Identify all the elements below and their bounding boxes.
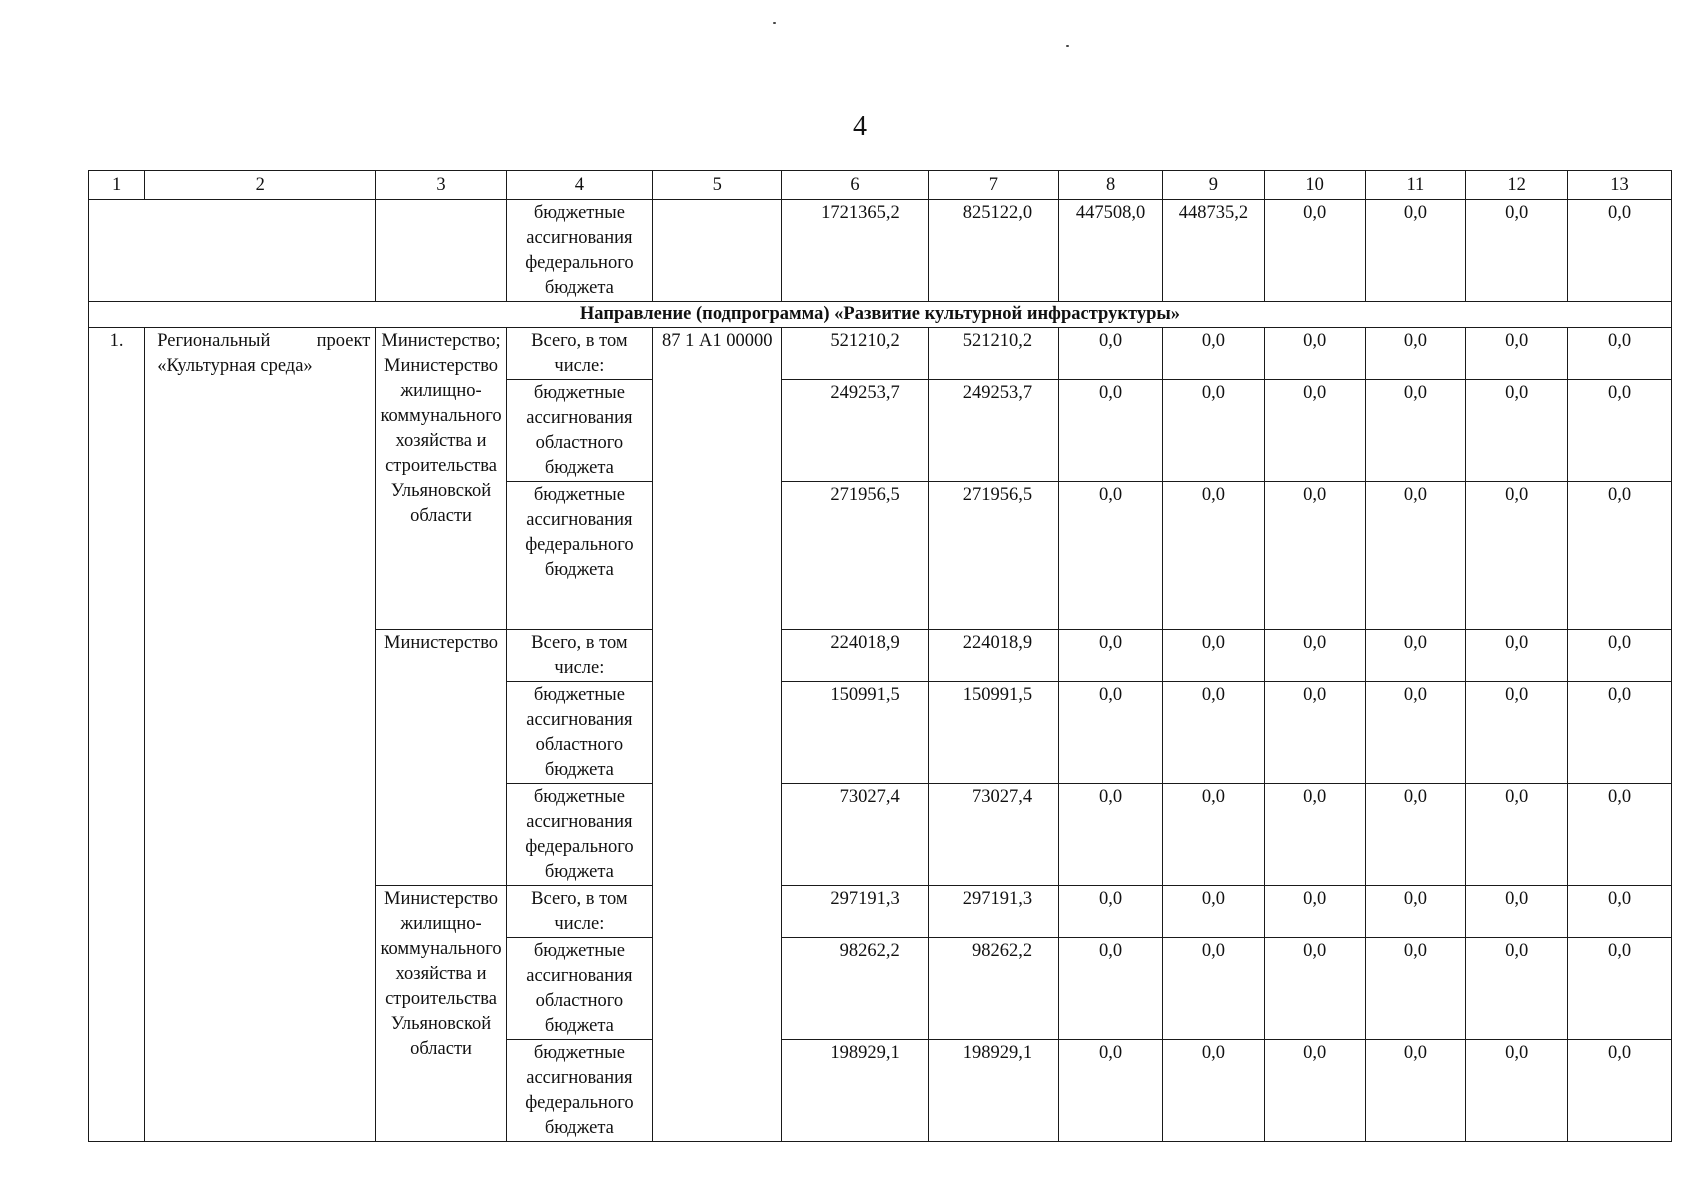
value-cell: 0,0 — [1163, 784, 1265, 886]
value-cell: 0,0 — [1466, 938, 1568, 1040]
value-cell: 0,0 — [1568, 886, 1672, 938]
value-cell: 0,0 — [1264, 938, 1365, 1040]
column-number: 8 — [1059, 171, 1163, 200]
value-cell: 0,0 — [1466, 1040, 1568, 1142]
value-cell: 249253,7 — [928, 380, 1058, 482]
value-cell: 0,0 — [1163, 886, 1265, 938]
funding-source: бюджетные ассигнования областного бюджета — [506, 380, 652, 482]
value-cell: 0,0 — [1264, 682, 1365, 784]
value-cell: 0,0 — [1568, 482, 1672, 630]
executor-cell: Министерство; Министерство жилищно-коммунального хозяйства и строительства Ульяновской области — [376, 328, 506, 630]
value-cell: 0,0 — [1059, 682, 1163, 784]
value-cell: 297191,3 — [782, 886, 928, 938]
row-index: 1. — [89, 328, 145, 1142]
empty-cell — [653, 200, 782, 302]
value-cell: 0,0 — [1466, 200, 1568, 302]
column-number: 13 — [1568, 171, 1672, 200]
value-cell: 0,0 — [1163, 938, 1265, 1040]
section-title: Направление (подпрограмма) «Развитие культурной инфраструктуры» — [89, 302, 1672, 328]
value-cell: 0,0 — [1568, 200, 1672, 302]
section-row — [89, 302, 1672, 328]
budget-table — [88, 170, 1672, 1142]
value-cell: 0,0 — [1365, 200, 1466, 302]
value-cell: 0,0 — [1264, 784, 1365, 886]
executor-cell: Министерство жилищно-коммунального хозяйства и строительства Ульяновской области — [376, 886, 506, 1142]
value-cell: 0,0 — [1466, 682, 1568, 784]
scan-speck — [1066, 45, 1069, 47]
funding-source: бюджетные ассигнования областного бюджета — [506, 938, 652, 1040]
value-cell: 0,0 — [1466, 630, 1568, 682]
value-cell: 0,0 — [1059, 784, 1163, 886]
empty-cell — [376, 200, 506, 302]
value-cell: 198929,1 — [928, 1040, 1058, 1142]
value-cell: 0,0 — [1264, 1040, 1365, 1142]
funding-source: бюджетные ассигнования федерального бюджета — [506, 482, 652, 630]
column-number: 11 — [1365, 171, 1466, 200]
value-cell: 0,0 — [1568, 938, 1672, 1040]
table-row — [89, 328, 1672, 380]
project-name: Региональный проект «Культурная среда» — [145, 328, 376, 1142]
value-cell: 0,0 — [1163, 1040, 1265, 1142]
executor-cell: Министерство — [376, 630, 506, 886]
value-cell: 271956,5 — [928, 482, 1058, 630]
value-cell: 0,0 — [1264, 482, 1365, 630]
value-cell: 0,0 — [1466, 482, 1568, 630]
value-cell: 224018,9 — [928, 630, 1058, 682]
value-cell: 98262,2 — [928, 938, 1058, 1040]
value-cell: 198929,1 — [782, 1040, 928, 1142]
value-cell: 0,0 — [1365, 784, 1466, 886]
value-cell: 0,0 — [1059, 380, 1163, 482]
value-cell: 447508,0 — [1059, 200, 1163, 302]
value-cell: 98262,2 — [782, 938, 928, 1040]
funding-source: бюджетные ассигнования областного бюджета — [506, 682, 652, 784]
column-number: 10 — [1264, 171, 1365, 200]
column-number: 2 — [145, 171, 376, 200]
column-number: 6 — [782, 171, 928, 200]
value-cell: 224018,9 — [782, 630, 928, 682]
budget-code: 87 1 А1 00000 — [653, 328, 782, 1142]
value-cell: 0,0 — [1264, 886, 1365, 938]
value-cell: 0,0 — [1568, 682, 1672, 784]
value-cell: 0,0 — [1568, 630, 1672, 682]
value-cell: 0,0 — [1163, 630, 1265, 682]
value-cell: 0,0 — [1163, 682, 1265, 784]
funding-source: бюджетные ассигнования федерального бюджета — [506, 784, 652, 886]
value-cell: 0,0 — [1059, 630, 1163, 682]
value-cell: 0,0 — [1365, 630, 1466, 682]
value-cell: 521210,2 — [782, 328, 928, 380]
column-number: 12 — [1466, 171, 1568, 200]
value-cell: 0,0 — [1365, 886, 1466, 938]
funding-source: Всего, в том числе: — [506, 886, 652, 938]
value-cell: 73027,4 — [928, 784, 1058, 886]
value-cell: 0,0 — [1264, 328, 1365, 380]
column-number-row — [89, 171, 1672, 200]
value-cell: 0,0 — [1365, 380, 1466, 482]
value-cell: 0,0 — [1163, 482, 1265, 630]
column-number: 4 — [506, 171, 652, 200]
value-cell: 150991,5 — [782, 682, 928, 784]
value-cell: 0,0 — [1365, 328, 1466, 380]
value-cell: 0,0 — [1163, 380, 1265, 482]
column-number: 9 — [1163, 171, 1265, 200]
value-cell: 0,0 — [1059, 1040, 1163, 1142]
value-cell: 521210,2 — [928, 328, 1058, 380]
value-cell: 73027,4 — [782, 784, 928, 886]
value-cell: 0,0 — [1059, 482, 1163, 630]
page-number: 4 — [853, 111, 867, 142]
funding-source: Всего, в том числе: — [506, 328, 652, 380]
value-cell: 297191,3 — [928, 886, 1058, 938]
funding-source: бюджетные ассигнования федерального бюджета — [506, 1040, 652, 1142]
column-number: 3 — [376, 171, 506, 200]
value-cell: 0,0 — [1059, 886, 1163, 938]
value-cell: 0,0 — [1568, 1040, 1672, 1142]
empty-cell — [89, 200, 376, 302]
value-cell: 0,0 — [1059, 938, 1163, 1040]
funding-source: бюджетные ассигнования федерального бюджета — [506, 200, 652, 302]
value-cell: 0,0 — [1264, 380, 1365, 482]
value-cell: 1721365,2 — [782, 200, 928, 302]
value-cell: 0,0 — [1365, 1040, 1466, 1142]
value-cell: 825122,0 — [928, 200, 1058, 302]
value-cell: 0,0 — [1264, 200, 1365, 302]
value-cell: 0,0 — [1059, 328, 1163, 380]
value-cell: 0,0 — [1365, 938, 1466, 1040]
value-cell: 0,0 — [1568, 784, 1672, 886]
funding-source: Всего, в том числе: — [506, 630, 652, 682]
value-cell: 0,0 — [1466, 784, 1568, 886]
column-number: 5 — [653, 171, 782, 200]
value-cell: 0,0 — [1365, 482, 1466, 630]
value-cell: 0,0 — [1466, 380, 1568, 482]
value-cell: 0,0 — [1568, 380, 1672, 482]
column-number: 1 — [89, 171, 145, 200]
value-cell: 249253,7 — [782, 380, 928, 482]
value-cell: 0,0 — [1264, 630, 1365, 682]
value-cell: 448735,2 — [1163, 200, 1265, 302]
value-cell: 0,0 — [1466, 886, 1568, 938]
value-cell: 0,0 — [1163, 328, 1265, 380]
scan-speck — [773, 22, 776, 24]
column-number: 7 — [928, 171, 1058, 200]
value-cell: 0,0 — [1466, 328, 1568, 380]
value-cell: 0,0 — [1568, 328, 1672, 380]
table-row — [89, 200, 1672, 302]
value-cell: 0,0 — [1365, 682, 1466, 784]
value-cell: 271956,5 — [782, 482, 928, 630]
value-cell: 150991,5 — [928, 682, 1058, 784]
